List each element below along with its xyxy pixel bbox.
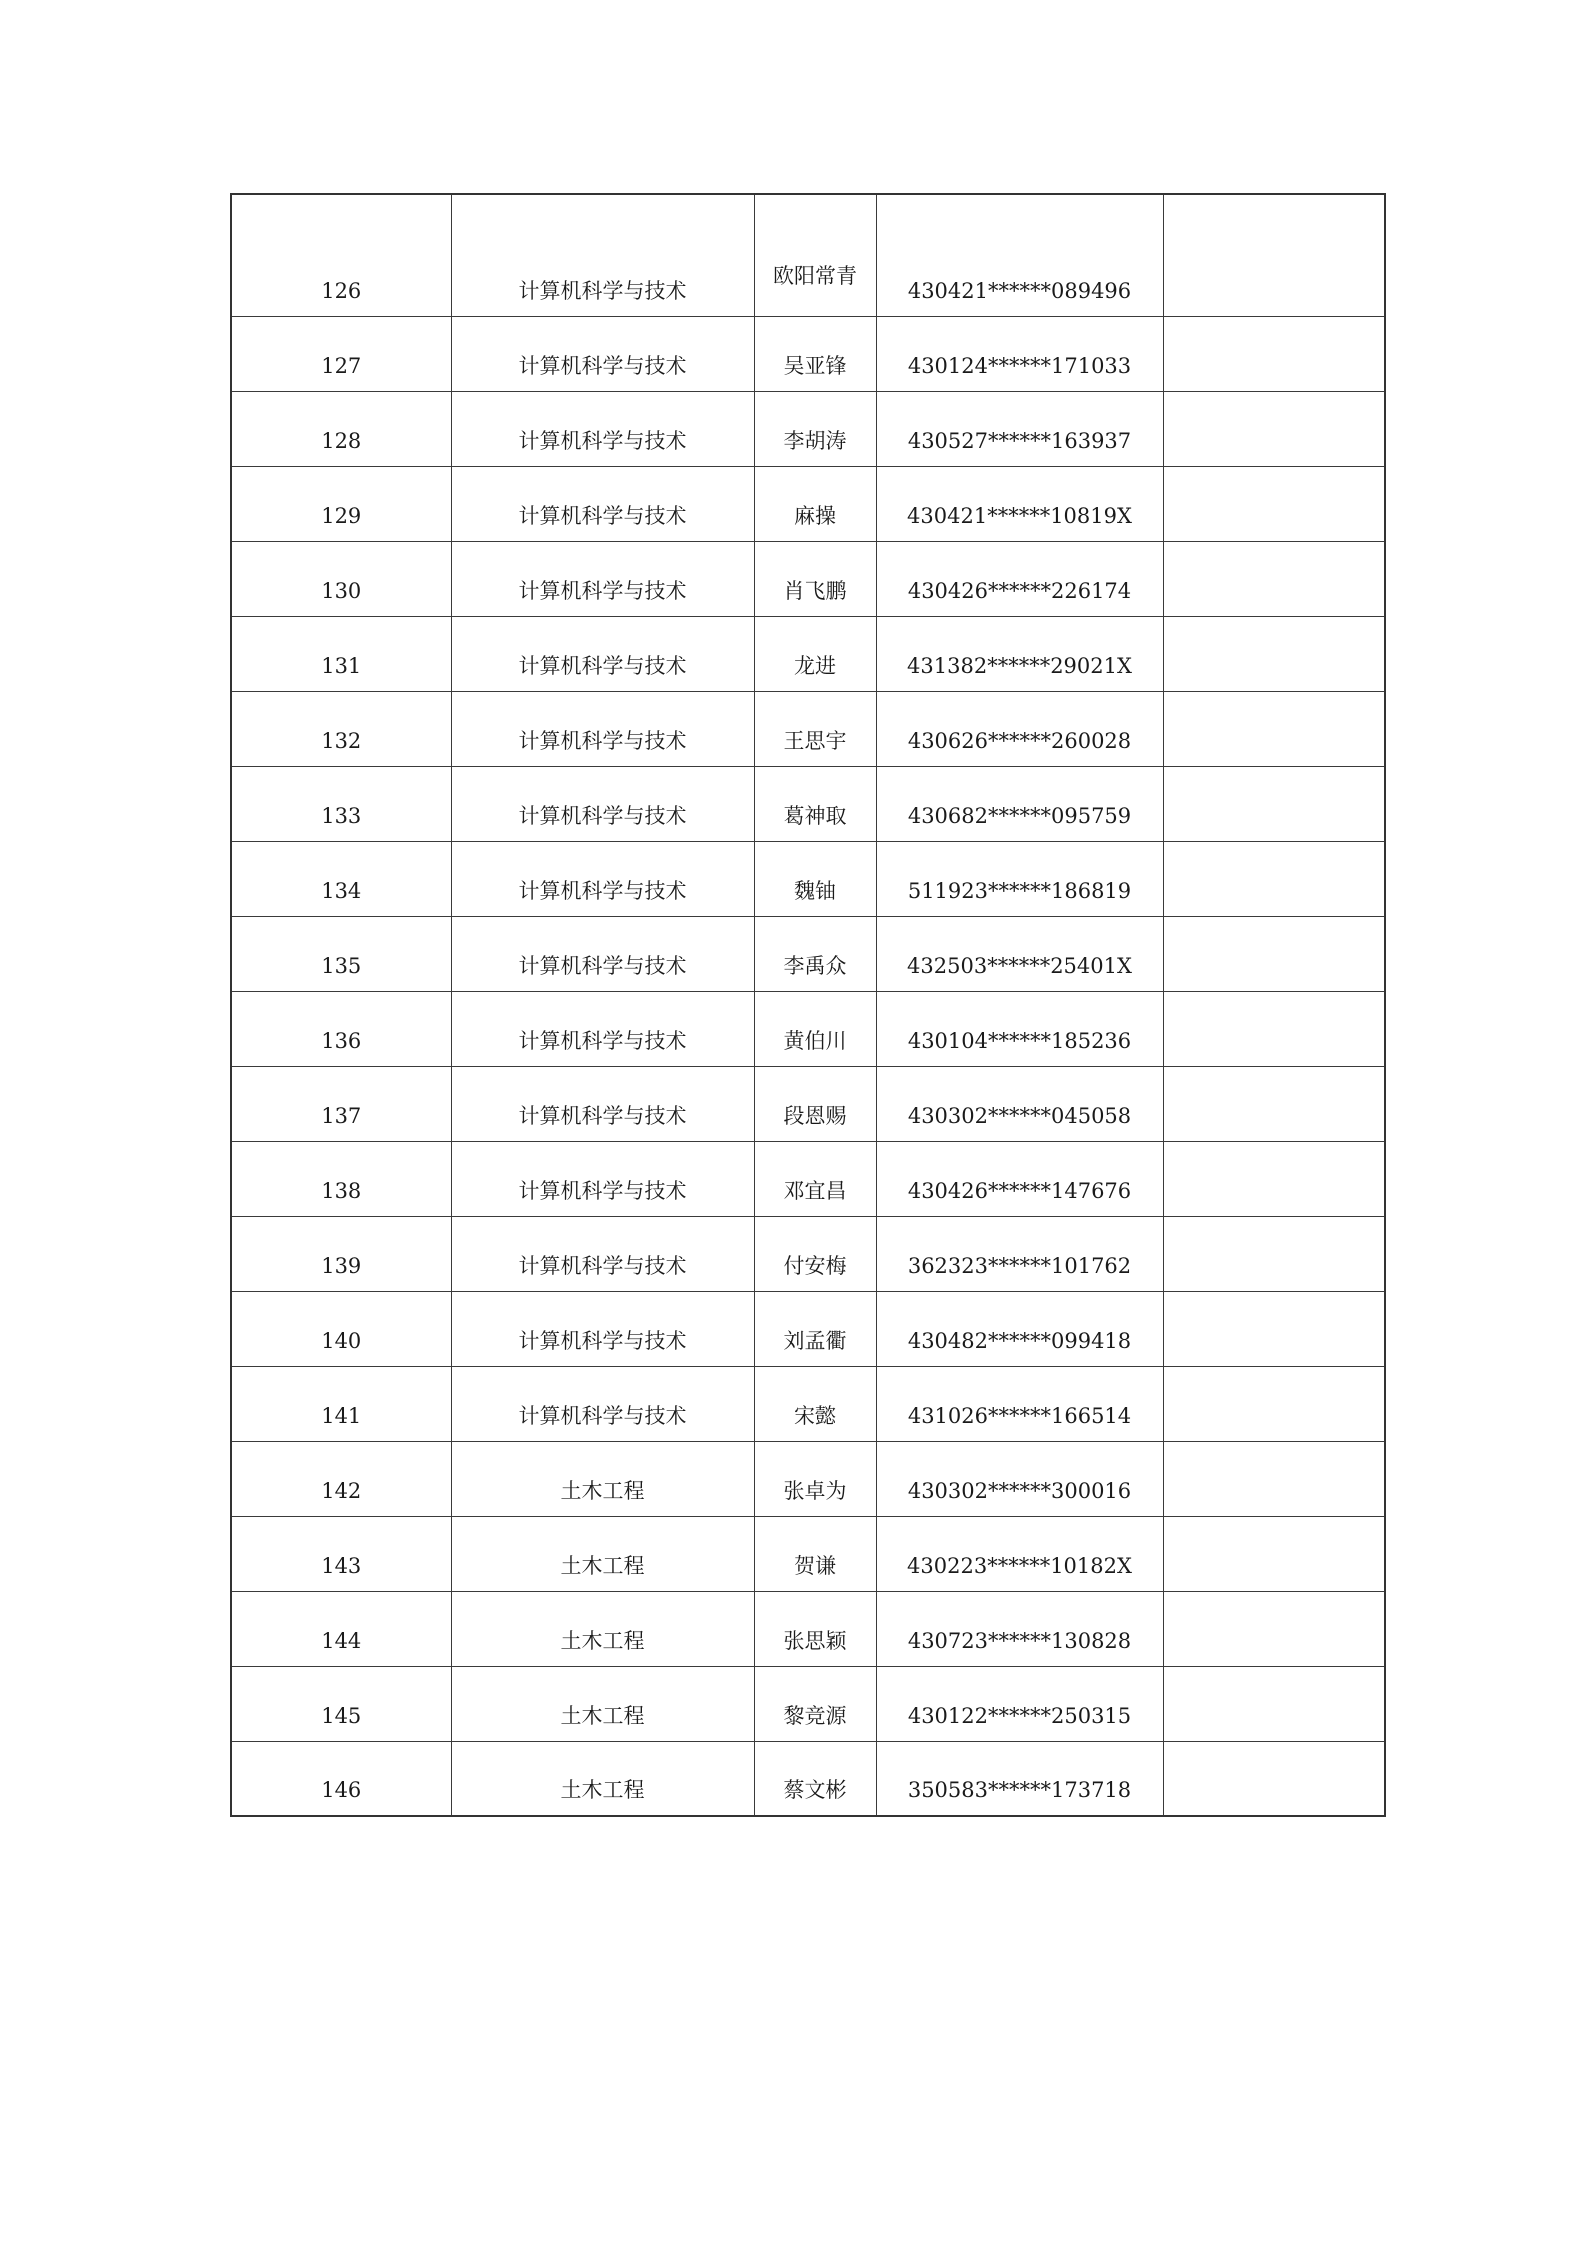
- id-number-cell: 430223******10182X: [876, 1516, 1163, 1591]
- id-number-cell: 431382******29021X: [876, 616, 1163, 691]
- row-number-cell: 137: [231, 1066, 451, 1141]
- table-row: [231, 841, 1385, 916]
- remark-cell: [1163, 766, 1385, 841]
- major-cell: 计算机科学与技术: [451, 991, 754, 1066]
- remark-cell: [1163, 1516, 1385, 1591]
- major-cell: 计算机科学与技术: [451, 194, 754, 316]
- name-cell: 王思宇: [754, 691, 876, 766]
- major-cell: 计算机科学与技术: [451, 1141, 754, 1216]
- row-number-cell: 134: [231, 841, 451, 916]
- table-row: [231, 766, 1385, 841]
- major-cell: 计算机科学与技术: [451, 766, 754, 841]
- major-cell: 土木工程: [451, 1666, 754, 1741]
- row-number-cell: 129: [231, 466, 451, 541]
- major-cell: 土木工程: [451, 1516, 754, 1591]
- id-number-cell: 350583******173718: [876, 1741, 1163, 1816]
- major-cell: 计算机科学与技术: [451, 616, 754, 691]
- row-number-cell: 139: [231, 1216, 451, 1291]
- remark-cell: [1163, 1141, 1385, 1216]
- remark-cell: [1163, 1741, 1385, 1816]
- remark-cell: [1163, 841, 1385, 916]
- name-cell: 龙进: [754, 616, 876, 691]
- name-cell: 付安梅: [754, 1216, 876, 1291]
- major-cell: 计算机科学与技术: [451, 916, 754, 991]
- table-row: [231, 1216, 1385, 1291]
- row-number-cell: 130: [231, 541, 451, 616]
- name-cell: 麻操: [754, 466, 876, 541]
- row-number-cell: 132: [231, 691, 451, 766]
- table-row: [231, 1666, 1385, 1741]
- row-number-cell: 136: [231, 991, 451, 1066]
- row-number-cell: 126: [231, 194, 451, 316]
- name-cell: 刘孟衢: [754, 1291, 876, 1366]
- id-number-cell: 511923******186819: [876, 841, 1163, 916]
- row-number-cell: 141: [231, 1366, 451, 1441]
- row-number-cell: 127: [231, 316, 451, 391]
- row-number-cell: 146: [231, 1741, 451, 1816]
- table-row: [231, 1066, 1385, 1141]
- id-number-cell: 430723******130828: [876, 1591, 1163, 1666]
- id-number-cell: 430302******300016: [876, 1441, 1163, 1516]
- row-number-cell: 138: [231, 1141, 451, 1216]
- remark-cell: [1163, 316, 1385, 391]
- id-number-cell: 430421******10819X: [876, 466, 1163, 541]
- row-number-cell: 140: [231, 1291, 451, 1366]
- table-row: [231, 1591, 1385, 1666]
- row-number-cell: 145: [231, 1666, 451, 1741]
- row-number-cell: 144: [231, 1591, 451, 1666]
- name-cell: 蔡文彬: [754, 1741, 876, 1816]
- major-cell: 计算机科学与技术: [451, 466, 754, 541]
- table-row: [231, 466, 1385, 541]
- id-number-cell: 430122******250315: [876, 1666, 1163, 1741]
- roster-table-body: [231, 194, 1385, 1816]
- major-cell: 土木工程: [451, 1741, 754, 1816]
- id-number-cell: 430124******171033: [876, 316, 1163, 391]
- major-cell: 计算机科学与技术: [451, 1291, 754, 1366]
- major-cell: 计算机科学与技术: [451, 316, 754, 391]
- name-cell: 黄伯川: [754, 991, 876, 1066]
- name-cell: 段恩赐: [754, 1066, 876, 1141]
- table-row: [231, 1291, 1385, 1366]
- remark-cell: [1163, 1666, 1385, 1741]
- id-number-cell: 430626******260028: [876, 691, 1163, 766]
- major-cell: 计算机科学与技术: [451, 1216, 754, 1291]
- remark-cell: [1163, 466, 1385, 541]
- id-number-cell: 431026******166514: [876, 1366, 1163, 1441]
- remark-cell: [1163, 1216, 1385, 1291]
- id-number-cell: 430426******226174: [876, 541, 1163, 616]
- remark-cell: [1163, 991, 1385, 1066]
- table-row: [231, 1516, 1385, 1591]
- table-row: [231, 541, 1385, 616]
- table-row: [231, 991, 1385, 1066]
- table-row: [231, 316, 1385, 391]
- id-number-cell: 430426******147676: [876, 1141, 1163, 1216]
- id-number-cell: 430302******045058: [876, 1066, 1163, 1141]
- name-cell: 黎竞源: [754, 1666, 876, 1741]
- name-cell: 吴亚锋: [754, 316, 876, 391]
- id-number-cell: 430104******185236: [876, 991, 1163, 1066]
- row-number-cell: 128: [231, 391, 451, 466]
- table-row: [231, 616, 1385, 691]
- remark-cell: [1163, 1066, 1385, 1141]
- name-cell: 宋懿: [754, 1366, 876, 1441]
- name-cell: 魏铀: [754, 841, 876, 916]
- remark-cell: [1163, 616, 1385, 691]
- id-number-cell: 430682******095759: [876, 766, 1163, 841]
- remark-cell: [1163, 1291, 1385, 1366]
- remark-cell: [1163, 541, 1385, 616]
- name-cell: 李胡涛: [754, 391, 876, 466]
- major-cell: 计算机科学与技术: [451, 1066, 754, 1141]
- name-cell: 葛神取: [754, 766, 876, 841]
- roster-table: [230, 193, 1386, 1817]
- row-number-cell: 131: [231, 616, 451, 691]
- remark-cell: [1163, 194, 1385, 316]
- remark-cell: [1163, 691, 1385, 766]
- remark-cell: [1163, 916, 1385, 991]
- major-cell: 计算机科学与技术: [451, 841, 754, 916]
- table-row: [231, 916, 1385, 991]
- row-number-cell: 142: [231, 1441, 451, 1516]
- table-row: [231, 691, 1385, 766]
- major-cell: 计算机科学与技术: [451, 1366, 754, 1441]
- table-row: [231, 1441, 1385, 1516]
- table-row: [231, 1741, 1385, 1816]
- major-cell: 计算机科学与技术: [451, 691, 754, 766]
- name-cell: 肖飞鹏: [754, 541, 876, 616]
- id-number-cell: 362323******101762: [876, 1216, 1163, 1291]
- id-number-cell: 432503******25401X: [876, 916, 1163, 991]
- major-cell: 土木工程: [451, 1591, 754, 1666]
- remark-cell: [1163, 1366, 1385, 1441]
- remark-cell: [1163, 1591, 1385, 1666]
- table-row: [231, 1141, 1385, 1216]
- name-cell: 邓宜昌: [754, 1141, 876, 1216]
- major-cell: 计算机科学与技术: [451, 391, 754, 466]
- id-number-cell: 430527******163937: [876, 391, 1163, 466]
- row-number-cell: 135: [231, 916, 451, 991]
- name-cell: 欧阳常青: [754, 194, 876, 316]
- row-number-cell: 143: [231, 1516, 451, 1591]
- id-number-cell: 430421******089496: [876, 194, 1163, 316]
- table-row: [231, 1366, 1385, 1441]
- table-row: [231, 194, 1385, 316]
- table-row: [231, 391, 1385, 466]
- remark-cell: [1163, 391, 1385, 466]
- major-cell: 土木工程: [451, 1441, 754, 1516]
- row-number-cell: 133: [231, 766, 451, 841]
- id-number-cell: 430482******099418: [876, 1291, 1163, 1366]
- remark-cell: [1163, 1441, 1385, 1516]
- name-cell: 贺谦: [754, 1516, 876, 1591]
- major-cell: 计算机科学与技术: [451, 541, 754, 616]
- name-cell: 张卓为: [754, 1441, 876, 1516]
- name-cell: 李禹众: [754, 916, 876, 991]
- name-cell: 张思颖: [754, 1591, 876, 1666]
